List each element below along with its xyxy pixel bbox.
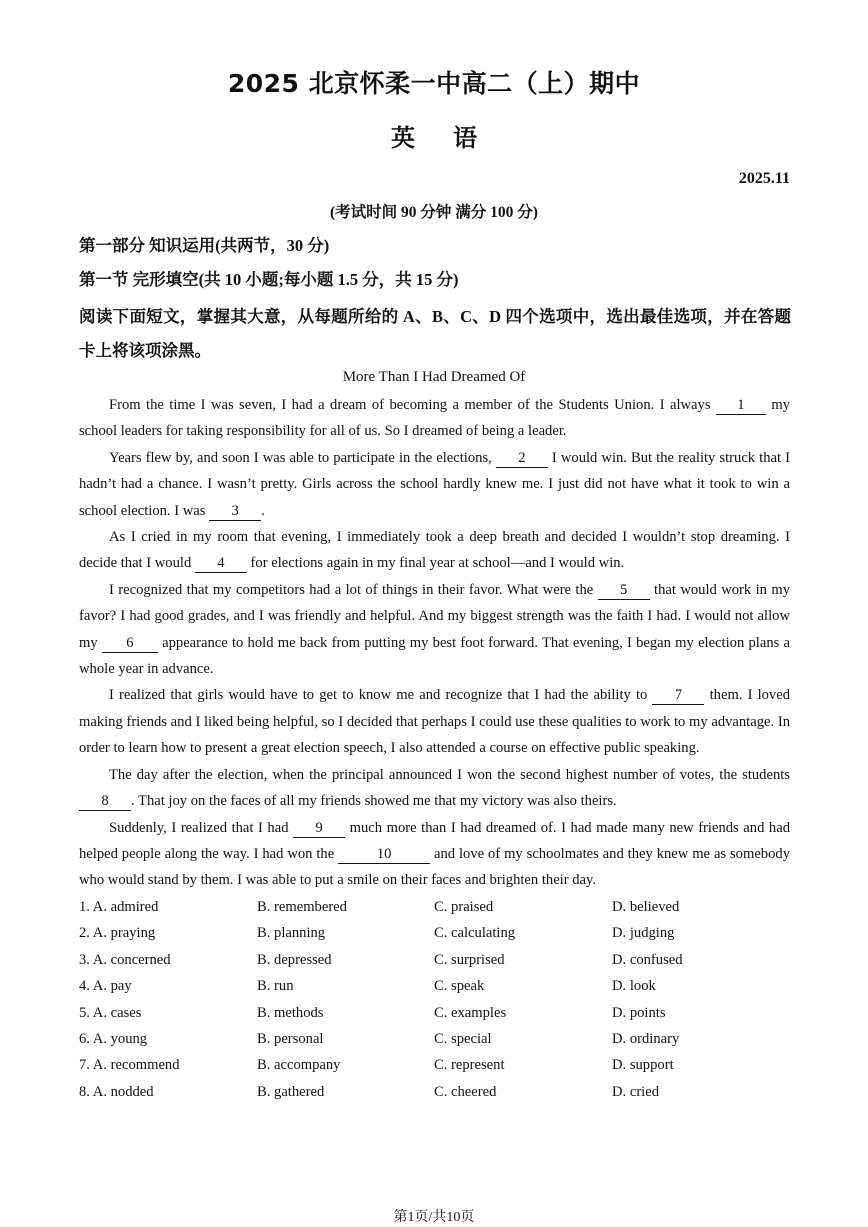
paragraph-text: that would work in my favor? I had good grades, and I was friendly and helpful. And my biggest strength was the faith I had. I would not allow my (79, 581, 790, 651)
paragraph-text: my school leaders for taking responsibility for all of us. So I dreamed of being a leader. (79, 397, 791, 440)
paragraph-text: As I cried in my room that evening, I immediately took a deep breath and decided I wouldn’t stop dreaming. I decide that I would (79, 529, 790, 572)
option-d: D. look (612, 978, 656, 995)
option-c: C. examples (434, 1004, 507, 1021)
option-row-2 (79, 920, 791, 946)
option-c: C. speak (434, 978, 485, 995)
blank-6: 6 (102, 634, 158, 653)
option-c: C. surprised (434, 951, 505, 968)
paragraph-text: I would win. But the reality struck that I hadn’t had a chance. I wasn’t pretty. Girls across the school hardly knew me. I just did not have what it took to win a school election. I was (79, 449, 790, 519)
option-a: 4. A. pay (79, 978, 132, 995)
blank-7: 7 (652, 686, 704, 705)
option-b: B. depressed (257, 951, 332, 968)
paragraph-1 (79, 392, 790, 445)
part-title: 第一部分 知识运用(共两节，30 分) (79, 236, 330, 255)
instruction-text: 阅读下面短文，掌握其大意，从每题所给的 A、B、C、D 四个选项中，选出最佳选项，并在答题卡上将该项涂黑。 (79, 307, 791, 360)
option-a: 3. A. concerned (79, 951, 171, 968)
option-row-7 (79, 1052, 791, 1078)
option-row-5 (79, 1000, 791, 1026)
option-c: C. calculating (434, 925, 516, 942)
option-row-1 (79, 894, 791, 920)
passage-title: More Than I Had Dreamed Of (342, 369, 526, 385)
option-row-6 (79, 1026, 791, 1052)
option-row-8 (79, 1079, 791, 1105)
option-b: B. planning (257, 925, 326, 942)
subject-heading: 英语 (391, 124, 515, 152)
passage-body (79, 392, 790, 894)
paragraph-text: and love of my schoolmates and they knew me as somebody who would stand by them. I was able to put a smile on their faces and brighten their day. (79, 845, 790, 889)
option-b: B. personal (257, 1030, 324, 1047)
option-d: D. confused (612, 951, 683, 968)
blank-4: 4 (195, 554, 247, 573)
paragraph-text: . That joy on the faces of all my friends showed me that my victory was also theirs. (131, 793, 617, 810)
blank-2: 2 (496, 449, 548, 468)
option-b: B. methods (257, 1004, 324, 1021)
option-d: D. points (612, 1004, 666, 1021)
page-title: 2025 北京怀柔一中高二（上）期中 (227, 69, 641, 98)
option-row-3 (79, 947, 791, 973)
paragraph-text: Years flew by, and soon I was able to participate in the elections, (109, 449, 496, 466)
paragraph-text: I realized that girls would have to get to know me and recognize that I had the ability to (109, 687, 653, 704)
option-d: D. support (612, 1057, 674, 1074)
page-indicator: 第1页/共10页 (393, 1210, 475, 1225)
exam-date: 2025.11 (738, 170, 790, 187)
option-b: B. gathered (257, 1083, 325, 1100)
blank-1: 1 (716, 396, 766, 415)
option-d: D. cried (612, 1083, 660, 1100)
blank-10: 10 (338, 845, 430, 864)
exam-info: (考试时间 90 分钟 满分 100 分) (330, 204, 538, 221)
option-c: C. cheered (434, 1083, 497, 1100)
option-c: C. represent (434, 1057, 505, 1074)
option-a: 5. A. cases (79, 1004, 142, 1021)
option-d: D. judging (612, 925, 675, 942)
paragraph-4 (79, 577, 790, 683)
paragraph-text: I recognized that my competitors had a lot of things in their favor. What were the (109, 581, 598, 598)
option-a: 1. A. admired (79, 899, 159, 915)
option-d: D. believed (612, 899, 680, 915)
option-a: 2. A. praying (79, 925, 156, 942)
option-a: 7. A. recommend (79, 1057, 180, 1074)
option-c: C. praised (434, 899, 494, 915)
blank-9: 9 (293, 819, 345, 838)
paragraph-2 (79, 445, 790, 524)
subsection-title: 第一节 完形填空(共 10 小题;每小题 1.5 分，共 15 分) (79, 270, 459, 289)
paragraph-text: . (261, 502, 265, 519)
paragraph-7 (79, 815, 790, 894)
paragraph-3 (79, 524, 790, 577)
blank-3: 3 (209, 502, 261, 521)
paragraph-text: appearance to hold me back from putting my best foot forward. That evening, I began my election plans a whole year in advance. (79, 634, 791, 678)
paragraph-5 (79, 682, 790, 761)
option-b: B. run (257, 978, 294, 995)
paragraph-text: much more than I had dreamed of. I had made many new friends and had helped people along the way. I had won the (79, 819, 790, 862)
paragraph-6 (79, 762, 790, 815)
blank-8: 8 (79, 792, 131, 811)
option-d: D. ordinary (612, 1030, 680, 1047)
paragraph-text: for elections again in my final year at school—and I would win. (246, 555, 625, 572)
option-b: B. accompany (257, 1057, 341, 1074)
option-row-4 (79, 973, 791, 999)
paragraph-text: Suddenly, I realized that I had (109, 819, 294, 836)
paragraph-text: From the time I was seven, I had a dream of becoming a member of the Students Union. I always (109, 397, 716, 413)
option-c: C. special (434, 1030, 492, 1047)
paragraph-text: The day after the election, when the principal announced I won the second highest number of votes, the students (109, 766, 790, 783)
paragraph-text: them. I loved making friends and I liked being helpful, so I decided that perhaps I could use these qualities to work to my advantage. In order to learn how to present a great election speech, I also attended a course on effective public speaking. (79, 687, 791, 757)
blank-5: 5 (598, 581, 650, 600)
option-b: B. remembered (257, 899, 347, 915)
option-a: 6. A. young (79, 1030, 148, 1047)
options-list (79, 894, 791, 1105)
option-a: 8. A. nodded (79, 1083, 154, 1100)
